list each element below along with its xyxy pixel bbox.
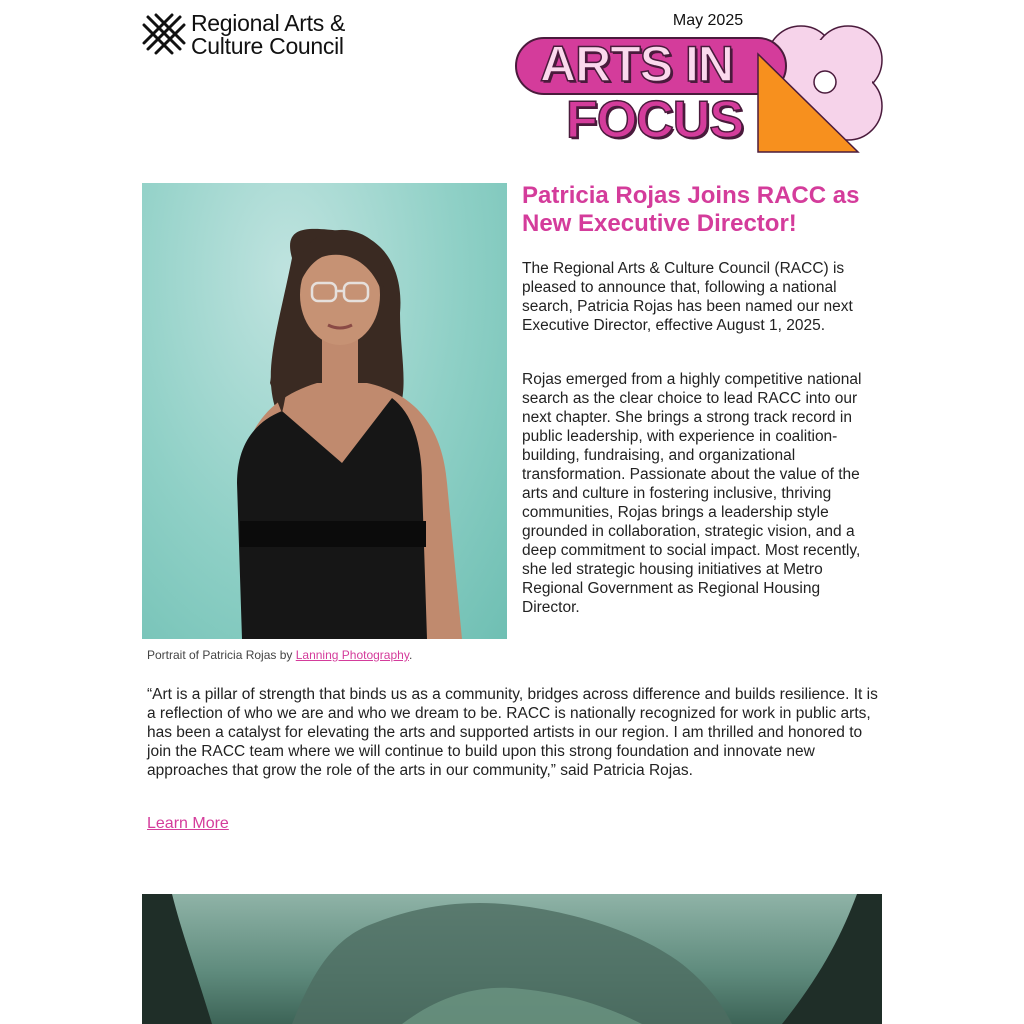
article-quote: “Art is a pillar of strength that binds us as a community, bridges across difference and builds resilience. It is a reflection of who we are and who we dream to be. RACC is nationally recognized for work in public arts, has been a catalyst for elevating the arts and supported artists in our region. I am thrilled and honored to join the RACC team where we will continue to build upon this strong foundation and innovate new approaches that grow the role of the arts in our community,” said Patricia Rojas.	[147, 686, 878, 779]
caption-text: Portrait of Patricia Rojas by	[147, 648, 296, 662]
masthead-title-line-2: FOCUS	[566, 91, 743, 149]
racc-logo[interactable]	[142, 12, 345, 58]
learn-more-link[interactable]: Learn More	[147, 815, 229, 832]
photo-caption	[147, 648, 412, 662]
article-paragraph-1: The Regional Arts & Culture Council (RACC) is pleased to announce that, following a national search, Patricia Rojas has been named our next Executive Director, effective August 1, 2025.	[522, 260, 853, 334]
logo-line-1: Regional Arts &	[191, 10, 346, 36]
issue-date: May 2025	[672, 12, 744, 29]
photographer-link[interactable]: Lanning Photography	[295, 648, 409, 662]
logo-wordmark	[191, 12, 345, 58]
article-paragraph-2: Rojas emerged from a highly competitive national search as the clear choice to lead RACC into our next chapter. She brings a strong track record in public leadership, with experience in coalition-building, fundraising, and organizational transformation. Passionate about the value of the arts and culture in fostering inclusive, thriving communities, Rojas brings a leadership style grounded in collaboration, strategic vision, and a deep commitment to social impact. Most recently, she led strategic housing initiatives at Metro Regional Government as Regional Housing Director.	[522, 371, 862, 616]
woven-star-icon	[142, 13, 186, 57]
portrait-illustration	[142, 183, 507, 639]
logo-line-2: Culture Council	[191, 33, 344, 59]
portrait-photo	[142, 183, 507, 639]
landscape-illustration	[142, 894, 882, 1024]
article-headline: Patricia Rojas Joins RACC as New Executive Director!	[522, 182, 860, 237]
arts-in-focus-masthead	[514, 10, 886, 160]
caption-suffix: .	[408, 648, 413, 662]
landscape-photo	[142, 894, 882, 1024]
masthead-title-line-1: ARTS IN	[540, 36, 733, 92]
